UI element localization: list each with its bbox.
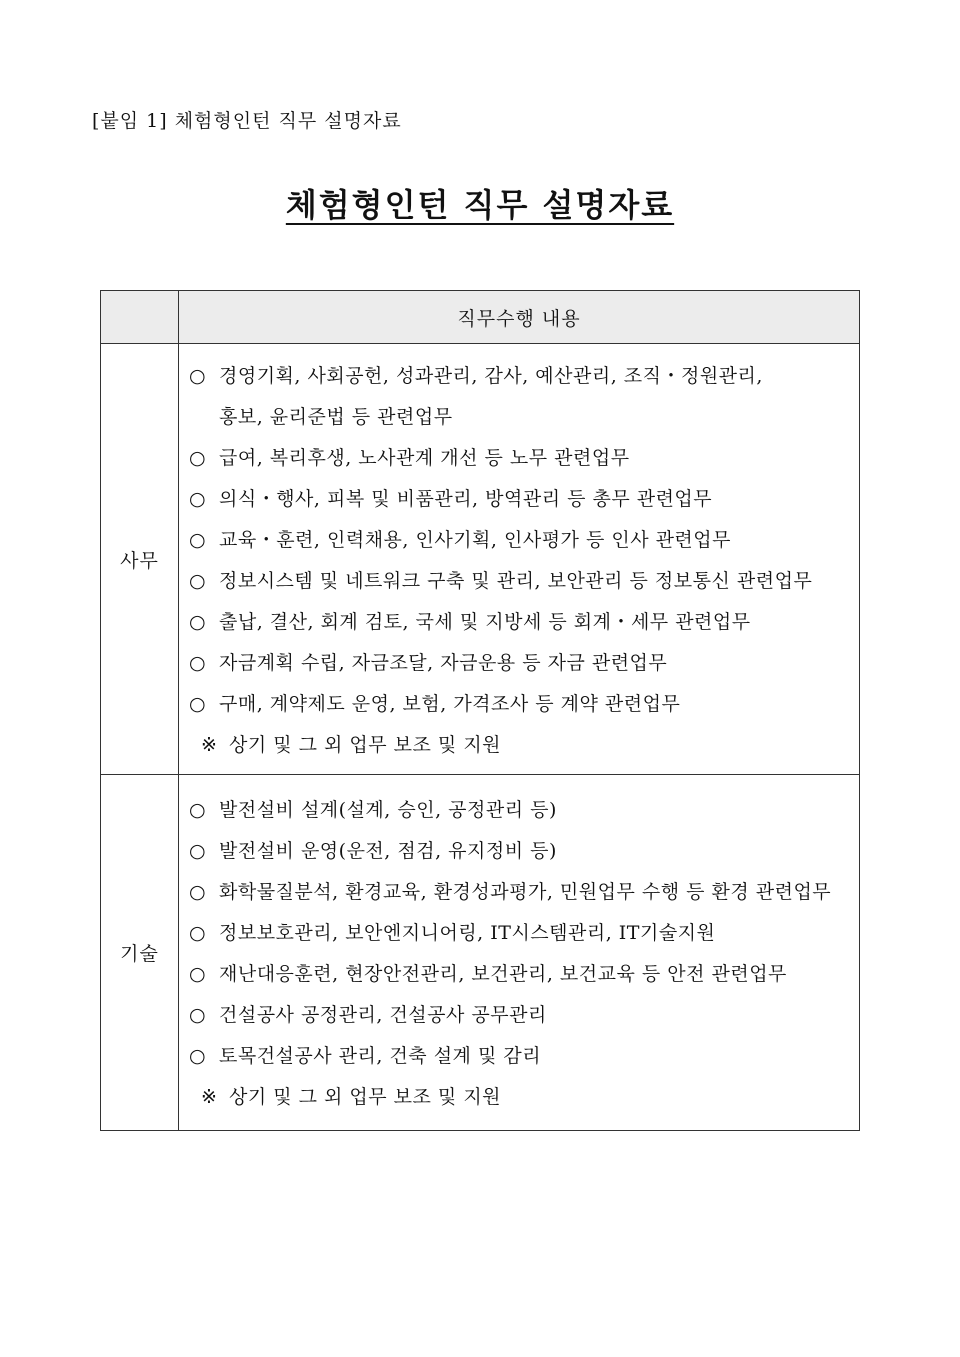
- list-item-text: 발전설비 운영(운전, 점검, 유지정비 등): [219, 840, 557, 862]
- list-item-text: 교육・훈련, 인력채용, 인사기획, 인사평가 등 인사 관련업무: [219, 529, 731, 551]
- list-item-text: 정보보호관리, 보안엔지니어링, IT시스템관리, IT기술지원: [219, 922, 716, 944]
- reference-mark-icon: ※: [201, 1086, 218, 1108]
- attachment-label: [붙임 1] 체험형인턴 직무 설명자료: [92, 110, 402, 132]
- circle-bullet-icon: ○: [189, 365, 207, 387]
- list-item: [189, 479, 859, 520]
- header-content-cell: 직무수행 내용: [179, 291, 860, 344]
- circle-bullet-icon: ○: [189, 529, 207, 551]
- category-cell-technical: 기술: [101, 775, 179, 1131]
- content-cell-office: [179, 344, 860, 775]
- reference-mark-icon: ※: [201, 734, 218, 756]
- list-item: [189, 954, 859, 995]
- duty-list-technical: [179, 775, 859, 1118]
- note-item: [189, 1077, 859, 1118]
- circle-bullet-icon: ○: [189, 693, 207, 715]
- table-row-technical: [101, 775, 860, 1131]
- list-item-text: 자금계획 수립, 자금조달, 자금운용 등 자금 관련업무: [219, 652, 668, 674]
- list-item-text: 건설공사 공정관리, 건설공사 공무관리: [219, 1004, 547, 1026]
- circle-bullet-icon: ○: [189, 611, 207, 633]
- circle-bullet-icon: ○: [189, 799, 207, 821]
- list-item-text: 경영기획, 사회공헌, 성과관리, 감사, 예산관리, 조직・정원관리,: [219, 365, 763, 387]
- list-item-continuation: 홍보, 윤리준법 등 관련업무: [219, 406, 453, 428]
- circle-bullet-icon: ○: [189, 652, 207, 674]
- circle-bullet-icon: ○: [189, 447, 207, 469]
- list-item-text: 발전설비 설계(설계, 승인, 공정관리 등): [219, 799, 557, 821]
- list-item: [189, 520, 859, 561]
- list-item-text: 구매, 계약제도 운영, 보험, 가격조사 등 계약 관련업무: [219, 693, 681, 715]
- note-text: 상기 및 그 외 업무 보조 및 지원: [229, 1086, 502, 1108]
- circle-bullet-icon: ○: [189, 488, 207, 510]
- document-title: 체험형인턴 직무 설명자료: [285, 186, 675, 224]
- list-item-text: 출납, 결산, 회계 검토, 국세 및 지방세 등 회계・세무 관련업무: [219, 611, 751, 633]
- list-item: [189, 872, 859, 913]
- duty-list-office: [179, 344, 859, 766]
- list-item: [189, 995, 859, 1036]
- list-item-text: 의식・행사, 피복 및 비품관리, 방역관리 등 총무 관련업무: [219, 488, 713, 510]
- category-cell-office: 사무: [101, 344, 179, 775]
- list-item-text: 재난대응훈련, 현장안전관리, 보건관리, 보건교육 등 안전 관련업무: [219, 963, 787, 985]
- circle-bullet-icon: ○: [189, 963, 207, 985]
- table-header-row: [101, 291, 860, 344]
- circle-bullet-icon: ○: [189, 922, 207, 944]
- duty-description-table: [100, 290, 860, 1131]
- list-item: [189, 913, 859, 954]
- list-item: [189, 438, 859, 479]
- circle-bullet-icon: ○: [189, 1045, 207, 1067]
- list-item: [189, 831, 859, 872]
- document-title-wrapper: [0, 180, 960, 226]
- list-item: [189, 561, 859, 602]
- circle-bullet-icon: ○: [189, 570, 207, 592]
- list-item-text: 토목건설공사 관리, 건축 설계 및 감리: [219, 1045, 542, 1067]
- list-item: [189, 1036, 859, 1077]
- circle-bullet-icon: ○: [189, 1004, 207, 1026]
- note-text: 상기 및 그 외 업무 보조 및 지원: [229, 734, 502, 756]
- list-item: [189, 602, 859, 643]
- list-item-text: 정보시스템 및 네트워크 구축 및 관리, 보안관리 등 정보통신 관련업무: [219, 570, 813, 592]
- table-row-office: [101, 344, 860, 775]
- note-item: [189, 725, 859, 766]
- circle-bullet-icon: ○: [189, 840, 207, 862]
- list-item: [189, 356, 859, 438]
- list-item: [189, 790, 859, 831]
- list-item-text: 급여, 복리후생, 노사관계 개선 등 노무 관련업무: [219, 447, 630, 469]
- list-item: [189, 643, 859, 684]
- list-item: [189, 684, 859, 725]
- list-item-text: 화학물질분석, 환경교육, 환경성과평가, 민원업무 수행 등 환경 관련업무: [219, 881, 832, 903]
- header-category-cell: [101, 291, 179, 344]
- content-cell-technical: [179, 775, 860, 1131]
- circle-bullet-icon: ○: [189, 881, 207, 903]
